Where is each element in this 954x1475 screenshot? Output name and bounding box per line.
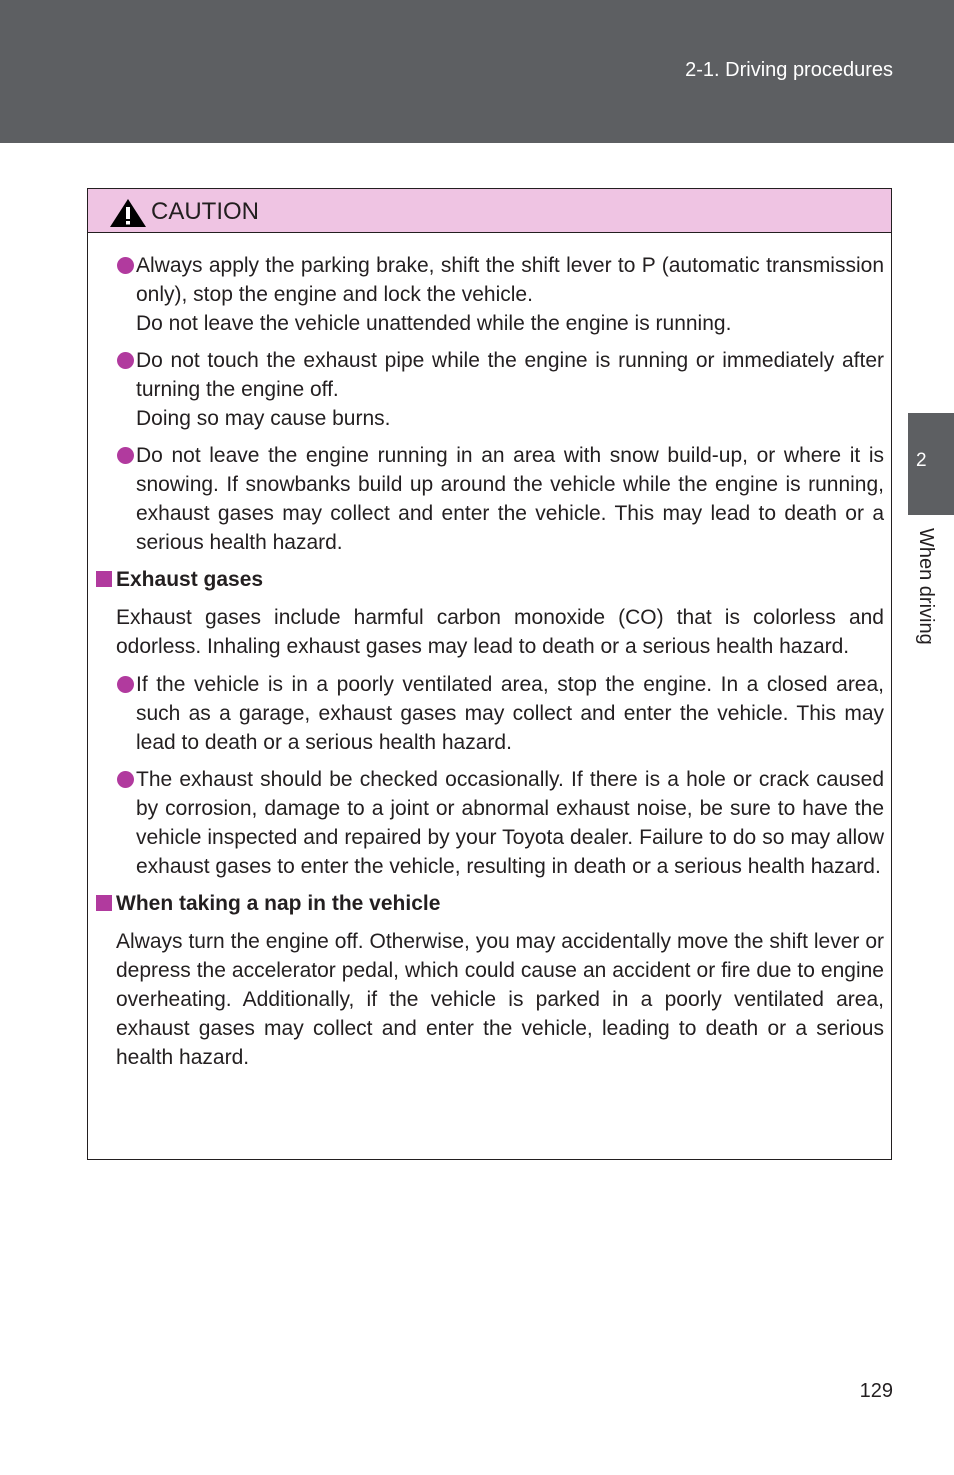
list-item xyxy=(96,346,884,433)
caution-content xyxy=(96,251,884,1081)
bullet-text: Do not leave the vehicle unattended while the engine is running. xyxy=(136,312,732,335)
section-title: 2-1. Driving procedures xyxy=(685,59,893,81)
exhaust-gases-paragraph: Exhaust gases include harmful carbon monoxide (CO) that is colorless and odorless. Inhaling exhaust gases may lead to death or a serious health hazard. xyxy=(116,606,884,658)
list-item xyxy=(96,441,884,557)
chapter-number: 2 xyxy=(916,450,927,471)
caution-header xyxy=(88,189,891,233)
section-square-icon xyxy=(96,571,112,587)
bullet-text: Do not touch the exhaust pipe while the engine is running or immediately after turning the engine off. xyxy=(136,349,884,401)
warning-triangle-icon xyxy=(109,198,147,228)
nap-heading xyxy=(96,889,884,918)
exhaust-gases-heading xyxy=(96,565,884,594)
bullet-dot-icon xyxy=(117,257,134,274)
page-number: 129 xyxy=(859,1380,893,1402)
list-item xyxy=(96,765,884,881)
heading-text: When taking a nap in the vehicle xyxy=(116,892,441,915)
bullet-text: Doing so may cause burns. xyxy=(136,407,391,430)
chapter-title: When driving xyxy=(915,528,937,645)
list-item xyxy=(96,670,884,757)
bullet-dot-icon xyxy=(117,771,134,788)
bullet-text: Always apply the parking brake, shift the shift lever to P (automatic transmission only), stop the engine and lock the vehicle. xyxy=(136,254,884,306)
section-square-icon xyxy=(96,895,112,911)
bullet-dot-icon xyxy=(117,676,134,693)
chapter-tab xyxy=(908,413,954,515)
heading-text: Exhaust gases xyxy=(116,568,264,591)
caution-box xyxy=(87,188,892,1160)
bullet-text: If the vehicle is in a poorly ventilated area, stop the engine. In a closed area, such as a garage, exhaust gases may collect and enter the vehicle. This may lead to death or a serious health hazard. xyxy=(136,673,884,754)
bullet-dot-icon xyxy=(117,447,134,464)
caution-label: CAUTION xyxy=(151,198,259,225)
bullet-dot-icon xyxy=(117,352,134,369)
bullet-text: Do not leave the engine running in an area with snow build-up, or where it is snowing. If snowbanks build up around the vehicle while the engine is running, exhaust gases may collect and enter the vehicle. This may lead to death or a serious health hazard. xyxy=(136,444,884,554)
list-item xyxy=(96,251,884,338)
bullet-text: The exhaust should be checked occasionally. If there is a hole or crack caused by corrosion, damage to a joint or abnormal exhaust noise, be sure to have the vehicle inspected and repaired by your Toyota dealer. Failure to do so may allow exhaust gases to enter the vehicle, resulting in death or a serious health hazard. xyxy=(136,768,884,878)
nap-paragraph: Always turn the engine off. Otherwise, you may accidentally move the shift lever or depress the accelerator pedal, which could cause an accident or fire due to engine overheating. Additionally, if the vehicle is parked in a poorly ventilated area, exhaust gases may collect and enter the vehicle, leading to death or a serious health hazard. xyxy=(116,930,884,1069)
